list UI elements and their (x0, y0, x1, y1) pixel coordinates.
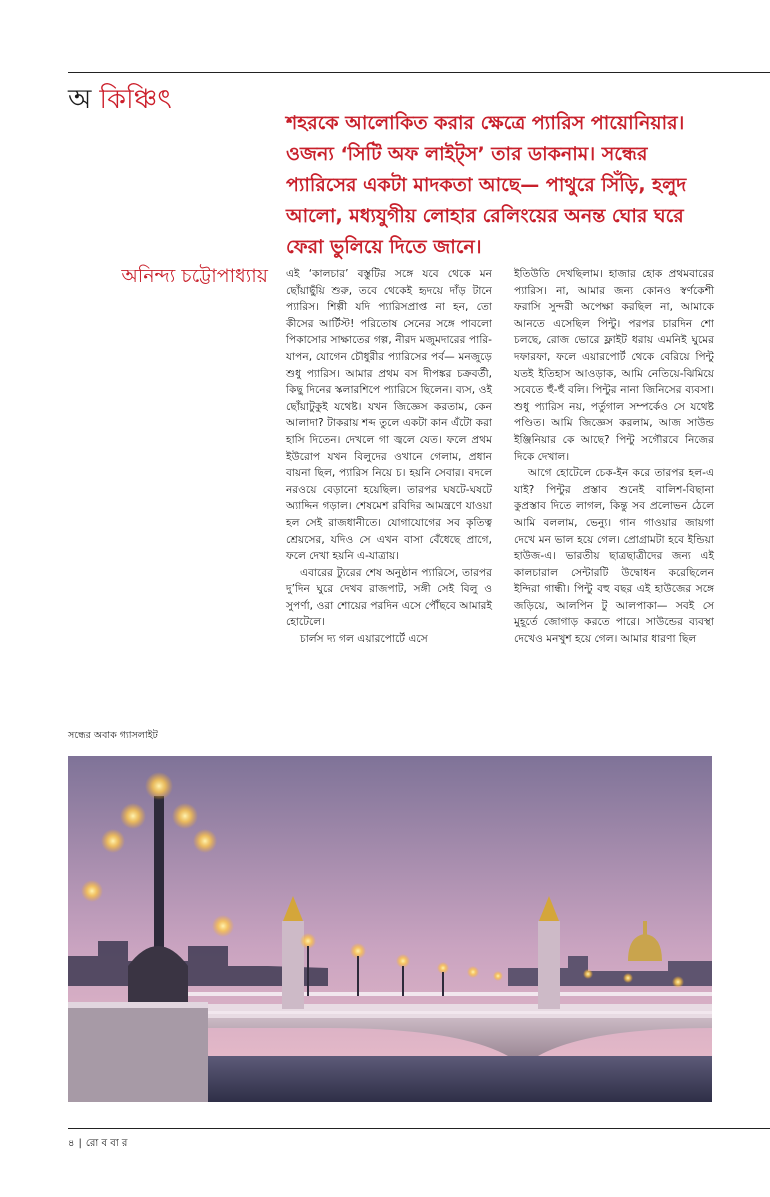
bottom-rule (68, 1128, 770, 1129)
paragraph: এই ‘কালচার’ বস্তুটির সঙ্গে যবে থেকে মন ছোঁয়াছুঁয়ি শুরু, তবে থেকেই হৃদয়ে দাঁড় টানে প্যারিস। শিল্পী যদি প্যারিসপ্রাপ্ত না হন, তো কীসের আর্টিস্ট! পরিতোষ সেনের সঙ্গে পাবলো পিকাসোর সাক্ষাতের গল্প, নীরদ মজুমদারের পারি-যাপন, যোগেন চৌধুরীর প্যারিসের পর্ব— মনজুড়ে শুধু প্যারিস। আমার প্রথম বস দীপঙ্কর চক্রবর্তী, কিছু দিনের স্কলারশিপে প্যারিসে ছিলেন। ব্যস, ওই ছোঁয়াটুকুই যথেষ্ট। যখন জিজ্ঞেস করতাম, কেন আলাদা? টাকরায় শব্দ তুলে একটা কান এঁটো করা হাসি দিতেন। দেখলে গা জ্বলে যেত। ফলে প্রথম ইউরোপ যখন বিলুদের ওখানে গেলাম, প্রধান বায়না ছিল, প্যারিস নিয়ে চ। হয়নি সেবার। বদলে নরওয়ে বেড়ানো হয়েছিল। তারপর ঘষটে-ঘষটে অ্যাদ্দিন গড়াল। শেষমেশ রবিদির আমন্ত্রণে যাওয়া হল সেই রাজধানীতে। যোগাযোগের সব কৃতিত্ব শ্রেয়সের, যদিও সে এখন বাসা বেঁধেছে প্রাগে, ফলে দেখা হয়নি এ-যাত্রায়। (286, 268, 492, 563)
author-byline: অনিন্দ্য চট্টোপাধ্যায় (121, 265, 268, 287)
bridge-photo (68, 756, 712, 1102)
page-number: ৪ (68, 1138, 75, 1149)
magazine-name: রো ব বা র (85, 1138, 128, 1149)
section-prefix: অ (68, 84, 92, 115)
section-title: কিঞ্চিৎ (99, 84, 172, 115)
body-column-left (286, 266, 492, 648)
folio: ৪ | রো ব বা র (68, 1138, 128, 1149)
paragraph: চার্লস দ্য গল এয়ারপোর্টে এসে (300, 633, 428, 646)
paragraph: ইতিউতি দেখছিলাম। হাজার হোক প্রথমবারের প্যারিস। না, আমার জন্য কোনও স্বর্ণকেশী ফরাসি সুন্দরী অপেক্ষা করছিল না, আমাকে আনতে এসেছিল পিন্টু। পরপর চারদিন শো চলছে, রোজ ভোরে ফ্লাইট ধরায় এমনিই ঘুমের দফারফা, ফলে এয়ারপোর্ট থেকে বেরিয়ে পিন্টু যতই ইতিহাস আওড়াক, আমি নেতিয়ে-ঝিমিয়ে সবেতে হুঁ-হুঁ বলি। পিন্টুর নানা জিনিসের ব্যবসা। শুধু প্যারিস নয়, পর্তুগাল সম্পর্কেও সে যথেষ্ট পণ্ডিত। আমি জিজ্ঞেস করলাম, আজ সাউন্ড ইঞ্জিনিয়ার কে আছে? পিন্টু সগৌরবে নিজের দিকে দেখাল। (514, 268, 714, 463)
top-rule (68, 72, 770, 73)
paragraph: এবারের ট্যুরের শেষ অনুষ্ঠান প্যারিসে, তারপর দু’দিন ঘুরে দেখব রাজপাট, সঙ্গী সেই বিলু ও সুপর্ণা, ওরা শোয়ের পরদিন এসে পৌঁছবে আমারই হোটেলে। (286, 566, 492, 629)
paragraph: আগে হোটেলে চেক-ইন করে তারপর হল-এ যাই? পিন্টুর প্রস্তাব শুনেই বালিশ-বিছানা কুপ্রস্তাব দিতে লাগল, কিন্তু সব প্রলোভন ঠেলে আমি বললাম, ভেন্যু। গান গাওয়ার জায়গা দেখে মন ভাল হয়ে গেল। প্রোগ্রামটা হবে ইন্ডিয়া হাউজ-এ। ভারতীয় ছাত্রছাত্রীদের জন্য এই কালচারাল সেন্টারটি উদ্বোধন করেছিলেন ইন্দিরা গান্ধী। পিন্টু বহু বছর এই হাউজের সঙ্গে জড়িয়ে, আলপিন টু আলপাকা— সবই সে মুহূর্তে জোগাড় করতে পারে। সাউন্ডের ব্যবস্থা দেখেও মনখুশ হয়ে গেল। আমার ধারণা ছিল (514, 467, 714, 646)
section-head (68, 80, 172, 120)
body-column-right (514, 266, 714, 648)
standfirst: শহরকে আলোকিত করার ক্ষেত্রে প্যারিস পায়োনিয়ার। ওজন্য ‘সিটি অফ লাইট্‌স’ তার ডাকনাম। সন্ধের প্যারিসের একটা মাদকতা আছে— পাথুরে সিঁড়ি, হলুদ আলো, মধ্যযুগীয় লোহার রেলিংয়ের অনন্ত ঘোর ঘরে ফেরা ভুলিয়ে দিতে জানে। (286, 112, 687, 258)
photo-caption: সন্ধের অবাক গ্যাসলাইট (68, 730, 158, 741)
bridge-illustration (68, 756, 712, 1102)
